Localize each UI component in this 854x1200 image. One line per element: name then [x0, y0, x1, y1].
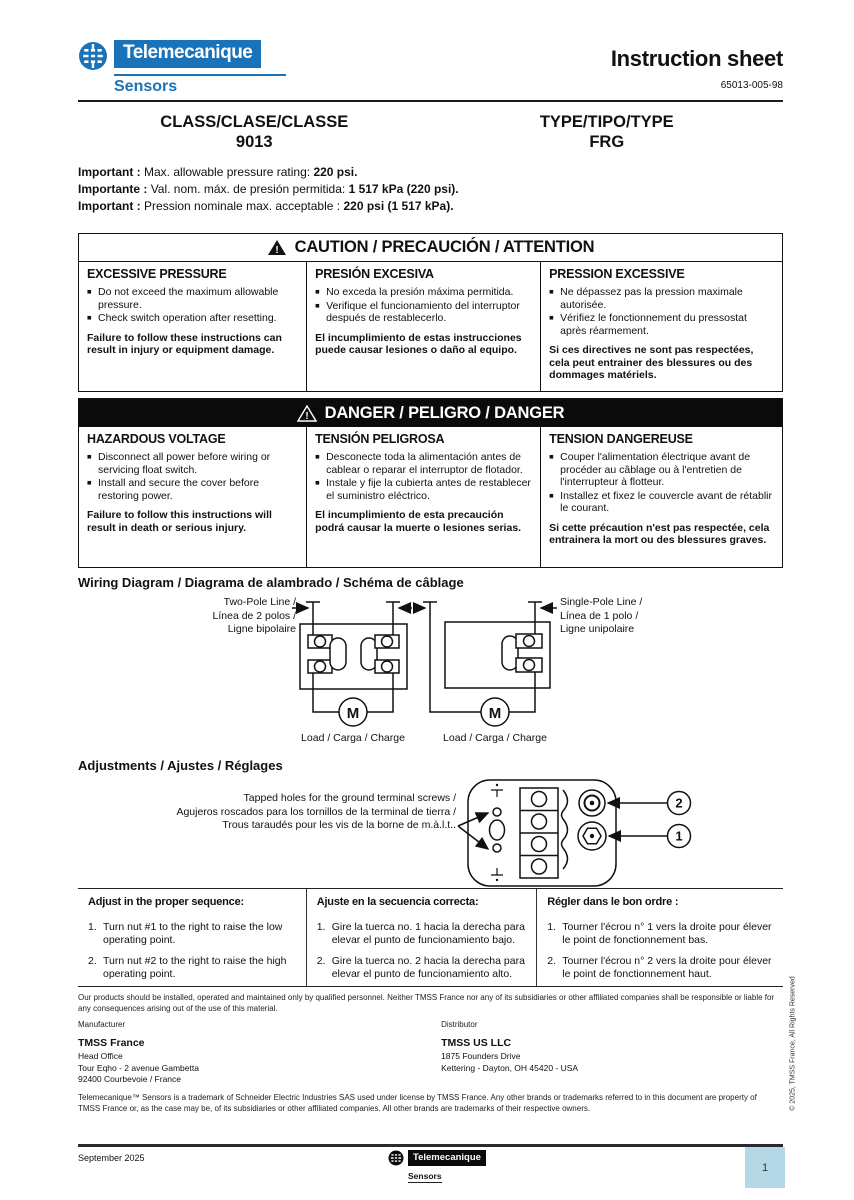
motor-symbol: M: [488, 705, 502, 722]
bullet-item: ■ Installez et fixez le couvercle avant de rétablir le courant.: [549, 490, 774, 515]
important-line: Importante : Val. nom. máx. de presión permitida: 1 517 kPa (220 psi).: [78, 182, 459, 196]
column-heading: PRESSION EXCESSIVE: [549, 267, 685, 281]
manufacturer-name: TMSS France: [78, 1037, 145, 1049]
sequence-item: 1. Turn nut #1 to the right to raise the low operating point.: [88, 921, 283, 946]
important-line: Important : Pression nominale max. acceptable : 220 psi (1 517 kPa).: [78, 199, 454, 213]
bullet-item: ■ Desconecte toda la alimentación antes de cablear o reparar el interruptor de flotador.: [315, 451, 532, 476]
wiring-diagram: [78, 594, 783, 754]
danger-column-en: [79, 427, 306, 567]
single-pole-label: Single-Pole Line / Línea de 1 polo / Ligne unipolaire: [560, 596, 643, 635]
sequence-item: 2. Tourner l'écrou n° 2 vers la droite pour élever le point de fonctionnement haut.: [547, 955, 772, 980]
header-logo: [78, 40, 338, 96]
warning-text: Failure to follow these instructions can result in injury or equipment damage.: [87, 331, 282, 356]
trademark-text: Telemecanique™ Sensors is a trademark of Schneider Electric Industries SAS used under license by TMSS France. Any other brands or trademarks referred to in this document are property of TMSS France or, as the case may be, of its subsidiaries or other affiliated companies. All other brands are trademarks of their respective owners.: [78, 1093, 757, 1113]
distributor-label: Distributor: [441, 1020, 478, 1029]
load-label: Load / Carga / Charge: [301, 732, 405, 744]
bullet-item: ■ Verifique el funcionamiento del interruptor después de restablecerlo.: [315, 300, 532, 325]
class-value: 9013: [235, 133, 273, 151]
distributor-block: [441, 1020, 783, 1086]
brand-name: Telemecanique: [114, 40, 261, 68]
danger-column-fr: [540, 427, 782, 567]
distributor-address-line: Kettering - Dayton, OH 45420 - USA: [441, 1062, 579, 1073]
caution-column-es: [306, 262, 540, 391]
load-label: Load / Carga / Charge: [443, 732, 547, 744]
bullet-item: ■ Check switch operation after resetting.: [87, 312, 298, 325]
caution-header: [79, 234, 782, 262]
column-heading: TENSIÓN PELIGROSA: [315, 432, 445, 446]
important-line: Important : Max. allowable pressure rating: 220 psi.: [78, 165, 358, 179]
bullet-item: ■ Couper l'alimentation électrique avant de procéder au câblage ou à l'entretien de l'interrupteur à flotteur.: [549, 451, 774, 489]
footer-logo: [388, 1150, 486, 1184]
manufacturer-block: [78, 1020, 441, 1086]
column-heading: EXCESSIVE PRESSURE: [87, 267, 227, 281]
brand-sub: Sensors: [114, 78, 178, 95]
distributor-address-line: 1875 Founders Drive: [441, 1051, 521, 1061]
warning-text: Failure to follow this instructions will result in death or serious injury.: [87, 509, 272, 534]
danger-header: [79, 399, 782, 427]
page-number-badge: 1: [745, 1147, 785, 1188]
callout-2: 2: [675, 795, 683, 811]
bullet-item: ■ Do not exceed the maximum allowable pressure.: [87, 286, 298, 311]
bullet-item: ■ Disconnect all power before wiring or servicing float switch.: [87, 451, 298, 476]
sequence-item: 1. Gire la tuerca no. 1 hacia la derecha para elevar el punto de funcionamiento bajo.: [316, 921, 525, 946]
sequence-heading: Adjust in the proper sequence:: [88, 896, 244, 908]
svg-text:!: !: [275, 245, 279, 256]
disclaimer-text: Our products should be installed, operated and maintained only by qualified personnel. Neither TMSS France nor any of its subsidiaries or other affiliated companies shall be responsible or liable for any consequences arising out of the use of this material.: [78, 993, 775, 1013]
danger-title: DANGER / PELIGRO / DANGER: [324, 403, 565, 422]
doc-number: 65013-005-98: [720, 80, 783, 91]
class-block: [78, 112, 431, 152]
distributor-name: TMSS US LLC: [441, 1037, 512, 1049]
sequence-column-es: [306, 889, 537, 986]
sequence-column-en: [78, 889, 306, 986]
copyright-vertical-text: © 2025, TMSS France, All Rights Reserved: [789, 976, 797, 1111]
sequence-table: [78, 888, 783, 987]
product-identification: [78, 112, 783, 152]
danger-box: [78, 398, 783, 568]
adjustments-title: Adjustments / Ajustes / Réglages: [78, 758, 283, 773]
page-title: Instruction sheet: [610, 46, 783, 71]
type-label: TYPE/TIPO/TYPE: [539, 113, 674, 131]
footer-brand-sub: Sensors: [408, 1171, 442, 1181]
caution-column-en: [79, 262, 306, 391]
important-notes: [78, 164, 783, 215]
bullet-item: ■ No exceda la presión máxima permitida.: [315, 286, 532, 299]
manufacturer-address-line: Head Office: [78, 1051, 123, 1061]
telemecanique-icon: [78, 41, 108, 71]
wiring-section-title: Wiring Diagram / Diagrama de alambrado / Schéma de câblage: [78, 575, 464, 590]
manufacturer-label: Manufacturer: [78, 1020, 126, 1029]
warning-triangle-icon: [267, 239, 287, 256]
manufacturer-address-line: Tour Eqho - 2 avenue Gambetta: [78, 1062, 199, 1073]
warning-text: El incumplimiento de estas instrucciones puede causar lesiones o daño al equipo.: [315, 331, 522, 356]
sequence-column-fr: [536, 889, 783, 986]
warning-text: Si cette précaution n'est pas respectée, cela entrainera la mort ou des blessures graves.: [549, 521, 770, 546]
manufacturer-address-line: 92400 Courbevoie / France: [78, 1074, 182, 1084]
column-heading: HAZARDOUS VOLTAGE: [87, 432, 226, 446]
warning-text: El incumplimiento de esta precaución podrá causar la muerte o lesiones serias.: [315, 509, 522, 534]
column-heading: PRESIÓN EXCESIVA: [315, 267, 434, 281]
sequence-item: 2. Turn nut #2 to the right to raise the high operating point.: [88, 955, 287, 980]
brand-underline: [114, 74, 286, 76]
column-heading: TENSION DANGEREUSE: [549, 432, 693, 446]
sequence-heading: Ajuste en la secuencia correcta:: [316, 896, 479, 908]
caution-title: CAUTION / PRECAUCIÓN / ATTENTION: [294, 238, 595, 256]
warning-text: Si ces directives ne sont pas respectées, cela peut entrainer des blessures ou des dommages matériels.: [549, 344, 754, 381]
bullet-item: ■ Install and secure the cover before restoring power.: [87, 477, 298, 502]
header-rule: [78, 100, 783, 102]
class-label: CLASS/CLASE/CLASSE: [160, 113, 349, 131]
two-pole-label: Two-Pole Line / Línea de 2 polos / Ligne bipolaire: [212, 596, 296, 635]
warning-triangle-icon: [297, 405, 317, 422]
bullet-item: ■ Ne dépassez pas la pression maximale autorisée.: [549, 286, 774, 311]
danger-column-es: [306, 427, 540, 567]
bullet-item: ■ Vérifiez le fonctionnement du pressostat après réarmement.: [549, 312, 774, 337]
footer-date: September 2025: [78, 1153, 145, 1163]
type-block: [431, 112, 784, 152]
svg-text:!: !: [305, 410, 309, 422]
footer-brand-name: Telemecanique: [408, 1150, 486, 1166]
caution-column-fr: [540, 262, 782, 391]
sequence-heading: Régler dans le bon ordre :: [547, 896, 679, 908]
bullet-item: ■ Instale y fije la cubierta antes de restablecer el suministro eléctrico.: [315, 477, 532, 502]
telemecanique-icon: [388, 1150, 404, 1166]
adjustments-figure: [78, 776, 783, 890]
sequence-item: 1. Tourner l'écrou n° 1 vers la droite pour élever le point de fonctionnement bas.: [547, 921, 772, 946]
footer-rule: [78, 1144, 783, 1147]
manufacturer-distributor-row: [78, 1020, 783, 1086]
motor-symbol: M: [346, 705, 360, 722]
sequence-item: 2. Gire la tuerca no. 2 hacia la derecha para elevar el punto de funcionamiento alto.: [316, 955, 525, 980]
tapped-holes-label: Tapped holes for the ground terminal screws / Agujeros roscados para los tornillos de la terminal de tierra / Trous taraudés pour les vis de la borne de m.à.l.t..: [176, 792, 456, 831]
callout-1: 1: [675, 828, 683, 844]
caution-box: [78, 233, 783, 392]
type-value: FRG: [589, 133, 625, 151]
